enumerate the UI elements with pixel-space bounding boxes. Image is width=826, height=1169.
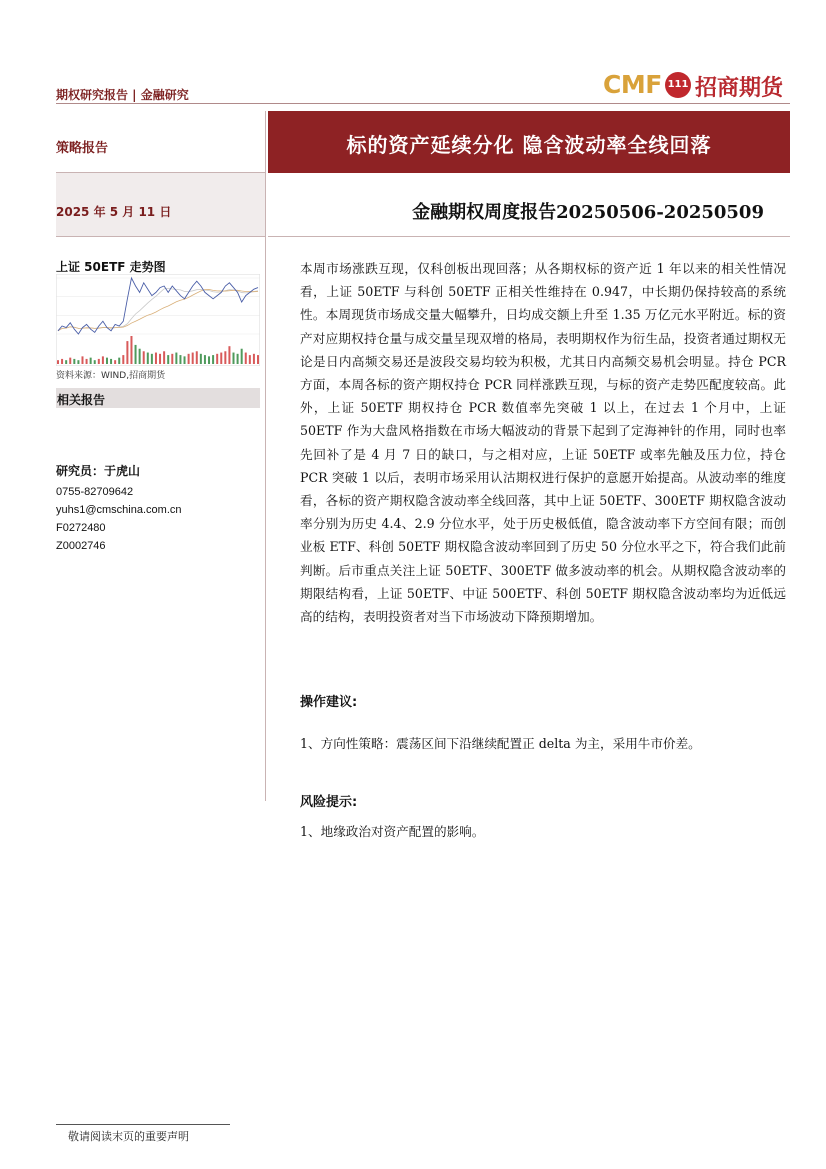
headline: 标的资产延续分化 隐含波动率全线回落 xyxy=(346,133,712,157)
analyst-email[interactable]: yuhs1@cmschina.com.cn xyxy=(56,504,182,516)
footer-disclaimer: 敬请阅读末页的重要声明 xyxy=(68,1130,189,1143)
chart-volume-bar xyxy=(151,354,153,364)
chart-volume-bar xyxy=(98,359,100,364)
logo-badge-icon: 111 xyxy=(665,72,691,98)
chart-volume-bar xyxy=(171,354,173,364)
report-date: 2025 年 5 月 11 日 xyxy=(56,205,172,219)
summary-paragraph: 本周市场涨跌互现，仅科创板出现回落；从各期权标的资产近 1 年以来的相关性情况看，上证 50ETF 与科创 50ETF 正相关性维持在 0.947，中长期仍保持较高的系统性。本周现货市场成交量大幅攀升，日均成交额上升至 1.35 万亿元水平附近。标的资产对应期权持仓量与成交量呈现双增的格局，表明期权作为衍生品，投资者通过期权无论是日内高频交易还是波段交易均较为积极，尤其日内高频交易机会明显。持仓 PCR 方面，本周各标的资产期权持仓 PCR 同样涨跌互现，与标的资产走势匹配度较高。此外，上证 50ETF 期权持仓 PCR 数值率先突破 1 以上，在过去 1 个月中，上证 50ETF 作为大盘风格指数在市场大幅波动的背景下起到了定海神针的作用，同时也率先回补了是 4 月 7 日的缺口，与之相对应，上证 50ETF 或率先触及压力位，持仓 PCR 突破 1 以后，表明市场采用认沽期权进行保护的意愿开始提高。从波动率的维度看，各标的资产期权隐含波动率全线回落，其中上证 50ETF、300ETF 期权隐含波动率分别为历史 4.4、2.9 分位水平，处于历史极低值，隐含波动率下方空间有限；而创业板 ETF、科创 50ETF 期权隐含波动率回到了历史 50 分位水平之下，符合我们此前判断。后市重点关注上证 50ETF、300ETF 做多波动率的机会。从期权隐含波动率的期限结构看，上证 50ETF、中证 500ETF、科创 50ETF 期权隐含波动率均为近低远高的结构，表明投资者对当下市场波动下降预期增加。 xyxy=(300,261,786,625)
chart-volume-bar xyxy=(163,351,165,364)
chart-volume-bar xyxy=(212,355,214,364)
chart-volume-bar xyxy=(139,349,141,364)
analyst-license-2: Z0002746 xyxy=(56,540,106,552)
etf-trend-chart xyxy=(56,274,260,366)
chart-volume-bar xyxy=(200,354,202,364)
chart-volume-bar xyxy=(175,353,177,364)
chart-volume-bar xyxy=(90,358,92,364)
chart-volume-bar xyxy=(184,356,186,364)
chart-volume-bar xyxy=(208,356,210,364)
chart-volume-bar xyxy=(73,359,75,364)
chart-volume-bar xyxy=(216,354,218,364)
chart-volume-bar xyxy=(110,359,112,364)
chart-volume-bar xyxy=(245,353,247,364)
report-title: 金融期权周度报告20250506-20250509 xyxy=(412,202,764,223)
chart-volume-bar xyxy=(228,346,230,364)
chart-volume-bar xyxy=(81,356,83,364)
risk-heading: 风险提示: xyxy=(300,795,358,810)
headline-banner xyxy=(268,111,790,173)
chart-ma-line-2 xyxy=(58,289,258,330)
chart-volume-bar xyxy=(241,349,243,364)
chart-volume-bar xyxy=(167,355,169,364)
analyst-name: 研究员：于虎山 xyxy=(56,464,141,478)
chart-volume-bar xyxy=(135,345,137,364)
chart-volume-bar xyxy=(126,341,128,364)
chart-volume-bar xyxy=(118,358,120,364)
chart-source: 资料来源：WIND,招商期货 xyxy=(56,371,166,381)
chart-volume-bar xyxy=(61,359,63,364)
chart-volume-bar xyxy=(188,354,190,364)
chart-volume-bar xyxy=(69,358,71,364)
chart-volume-bar xyxy=(179,355,181,364)
report-type: 策略报告 xyxy=(56,141,109,156)
company-logo xyxy=(603,68,793,104)
chart-volume-bar xyxy=(196,351,198,364)
chart-volume-bar xyxy=(155,353,157,364)
chart-volume-bar xyxy=(237,354,239,364)
chart-volume-bar xyxy=(249,355,251,364)
related-reports-label: 相关报告 xyxy=(57,393,106,407)
chart-volume-bar xyxy=(257,355,259,364)
chart-volume-bar xyxy=(57,360,59,364)
analyst-license-1: F0272480 xyxy=(56,522,106,534)
analyst-phone: 0755-82709642 xyxy=(56,486,134,498)
chart-volume-bar xyxy=(102,356,104,364)
chart-ma-line-1 xyxy=(58,288,258,331)
chart-volume-bar xyxy=(143,351,145,364)
report-category: 期权研究报告 | 金融研究 xyxy=(56,88,189,102)
column-divider xyxy=(265,111,266,801)
chart-volume-bar xyxy=(204,355,206,364)
chart-volume-bar xyxy=(122,355,124,364)
operation-heading: 操作建议: xyxy=(300,695,358,710)
chart-volume-bar xyxy=(77,360,79,364)
logo-latin: CMF xyxy=(603,70,662,99)
chart-volume-bar xyxy=(114,360,116,364)
chart-volume-bar xyxy=(130,336,132,364)
chart-volume-bar xyxy=(86,359,88,364)
chart-volume-bar xyxy=(253,354,255,364)
chart-volume-bar xyxy=(233,353,235,364)
chart-price-line xyxy=(58,278,258,334)
chart-volume-bar xyxy=(106,358,108,364)
header-divider xyxy=(56,103,790,104)
chart-title: 上证 50ETF 走势图 xyxy=(56,260,166,274)
related-reports-bar xyxy=(56,388,260,408)
chart-volume-bar xyxy=(65,360,67,364)
chart-volume-bar xyxy=(192,353,194,364)
footer-divider xyxy=(56,1124,230,1125)
chart-volume-bar xyxy=(159,354,161,364)
risk-item: 1、地缘政治对资产配置的影响。 xyxy=(300,824,485,839)
logo-chinese-name: 招商期货 xyxy=(695,76,784,101)
chart-volume-bar xyxy=(94,360,96,364)
operation-item: 1、方向性策略：震荡区间下沿继续配置正 delta 为主，采用牛市价差。 xyxy=(300,736,701,751)
chart-volume-bar xyxy=(220,353,222,364)
title-divider xyxy=(268,236,790,237)
sidebar-divider-2 xyxy=(56,236,266,237)
chart-volume-bar xyxy=(224,351,226,364)
chart-volume-bar xyxy=(147,353,149,364)
